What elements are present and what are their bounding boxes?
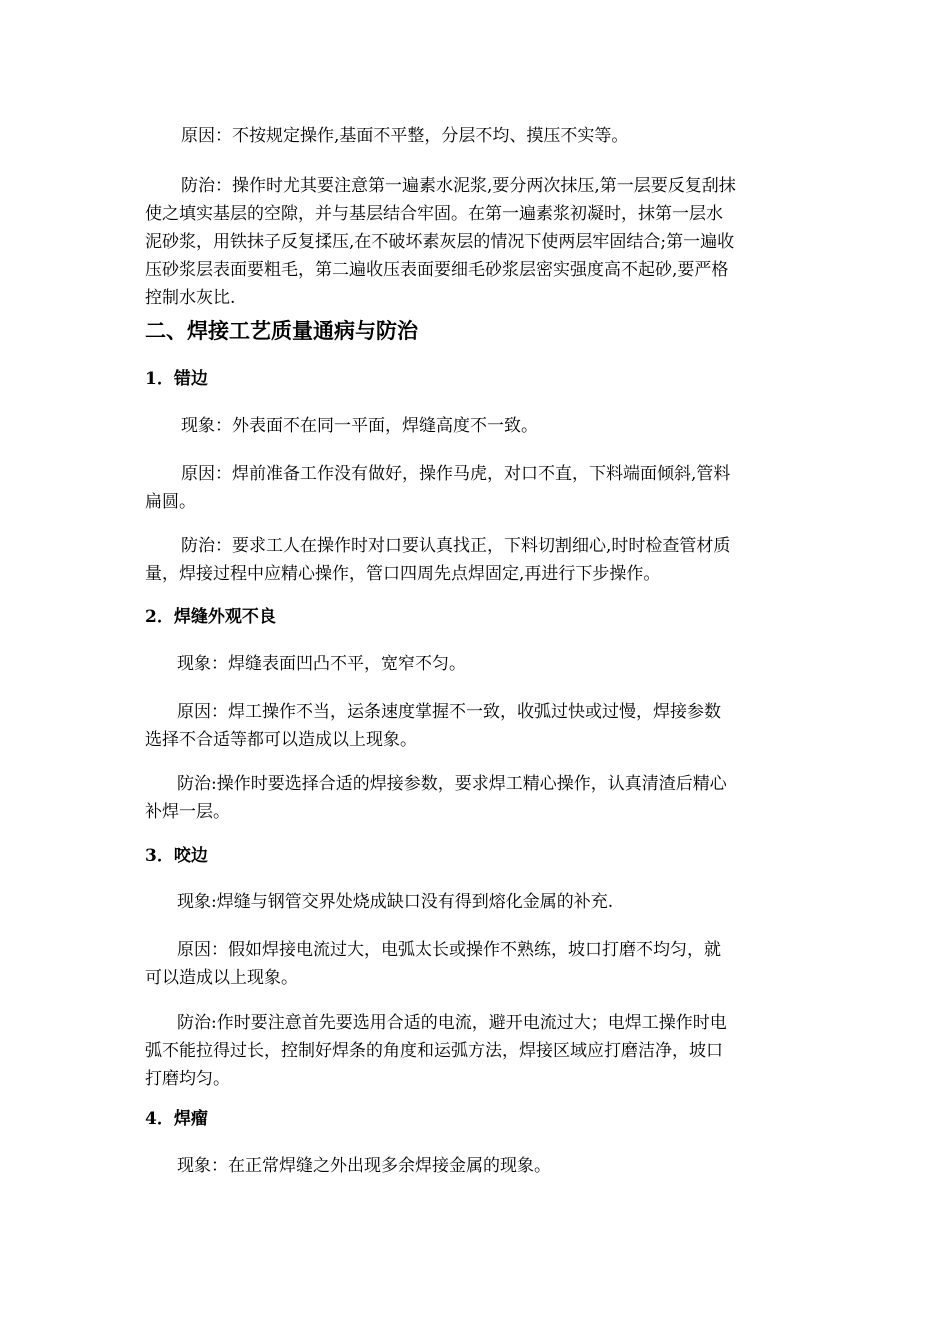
text-line: 控制水灰比.: [145, 288, 236, 308]
subsection-title-3: [145, 843, 805, 869]
text-line: 现象：外表面不在同一平面，焊缝高度不一致。: [181, 416, 538, 436]
text-line: 补焊一层。: [145, 802, 230, 822]
text-line: 原因：焊工操作不当，运条速度掌握不一致，收弧过快或过慢，焊接参数: [177, 702, 721, 722]
s3-prevention: [145, 1009, 805, 1093]
text-line: 原因：假如焊接电流过大，电弧太长或操作不熟练，坡口打磨不均匀，就: [177, 940, 721, 960]
s3-cause: [145, 936, 805, 992]
text-line: 选择不合适等都可以造成以上现象。: [145, 730, 417, 750]
subsection-title-1: [145, 366, 805, 392]
s2-cause: [145, 698, 805, 754]
text-line: 现象:焊缝与钢管交界处烧成缺口没有得到熔化金属的补充.: [177, 892, 614, 912]
text-line: 可以造成以上现象。: [145, 968, 298, 988]
text-line: 防治：要求工人在操作时对口要认真找正，下料切割细心,时时检查管材质: [181, 536, 731, 556]
text-line: 防治:作时要注意首先要选用合适的电流，避开电流过大；电焊工操作时电: [177, 1013, 727, 1033]
s3-phenomenon: [145, 888, 805, 916]
subsection-title: 4．焊瘤: [145, 1109, 208, 1129]
subsection-title: 3．咬边: [145, 846, 208, 866]
s4-phenomenon: [145, 1152, 805, 1180]
subsection-title-2: [145, 604, 805, 630]
text-line: 原因：不按规定操作,基面不平整，分层不均、摸压不实等。: [181, 126, 629, 146]
section-title: 二、焊接工艺质量通病与防治: [145, 318, 418, 343]
s1-prevention: [145, 532, 805, 588]
s2-prevention: [145, 770, 805, 826]
text-line: 弧不能拉得过长，控制好焊条的角度和运弧方法，焊接区域应打磨洁净，坡口: [145, 1041, 723, 1061]
text-line: 量，焊接过程中应精心操作，管口四周先点焊固定,再进行下步操作。: [145, 564, 661, 584]
text-line: 压砂浆层表面要粗毛，第二遍收压表面要细毛砂浆层密实强度高不起砂,要严格: [145, 260, 729, 280]
text-line: 防治:操作时要选择合适的焊接参数，要求焊工精心操作，认真清渣后精心: [177, 774, 727, 794]
section-heading: [145, 316, 805, 346]
subsection-title-4: [145, 1106, 805, 1132]
s1-cause: [145, 460, 805, 516]
text-line: 使之填实基层的空隙，并与基层结合牢固。在第一遍素浆初凝时，抹第一层水: [145, 204, 723, 224]
text-line: 原因：焊前准备工作没有做好，操作马虎，对口不直，下料端面倾斜,管料: [181, 464, 731, 484]
s1-phenomenon: [145, 412, 805, 440]
text-line: 泥砂浆，用铁抹子反复揉压,在不破坏素灰层的情况下使两层牢固结合;第一遍收: [145, 232, 735, 252]
text-line: 扁圆。: [145, 492, 196, 512]
subsection-title: 1．错边: [145, 369, 208, 389]
text-line: 防治：操作时尤其要注意第一遍素水泥浆,要分两次抹压,第一层要反复刮抹: [181, 176, 736, 196]
text-line: 打磨均匀。: [145, 1069, 230, 1089]
text-line: 现象：在正常焊缝之外出现多余焊接金属的现象。: [177, 1156, 551, 1176]
subsection-title: 2．焊缝外观不良: [145, 607, 276, 627]
paragraph-prevention-1: [145, 172, 805, 312]
s2-phenomenon: [145, 650, 805, 678]
text-line: 现象：焊缝表面凹凸不平，宽窄不匀。: [177, 654, 466, 674]
paragraph-cause-1: [145, 122, 805, 150]
